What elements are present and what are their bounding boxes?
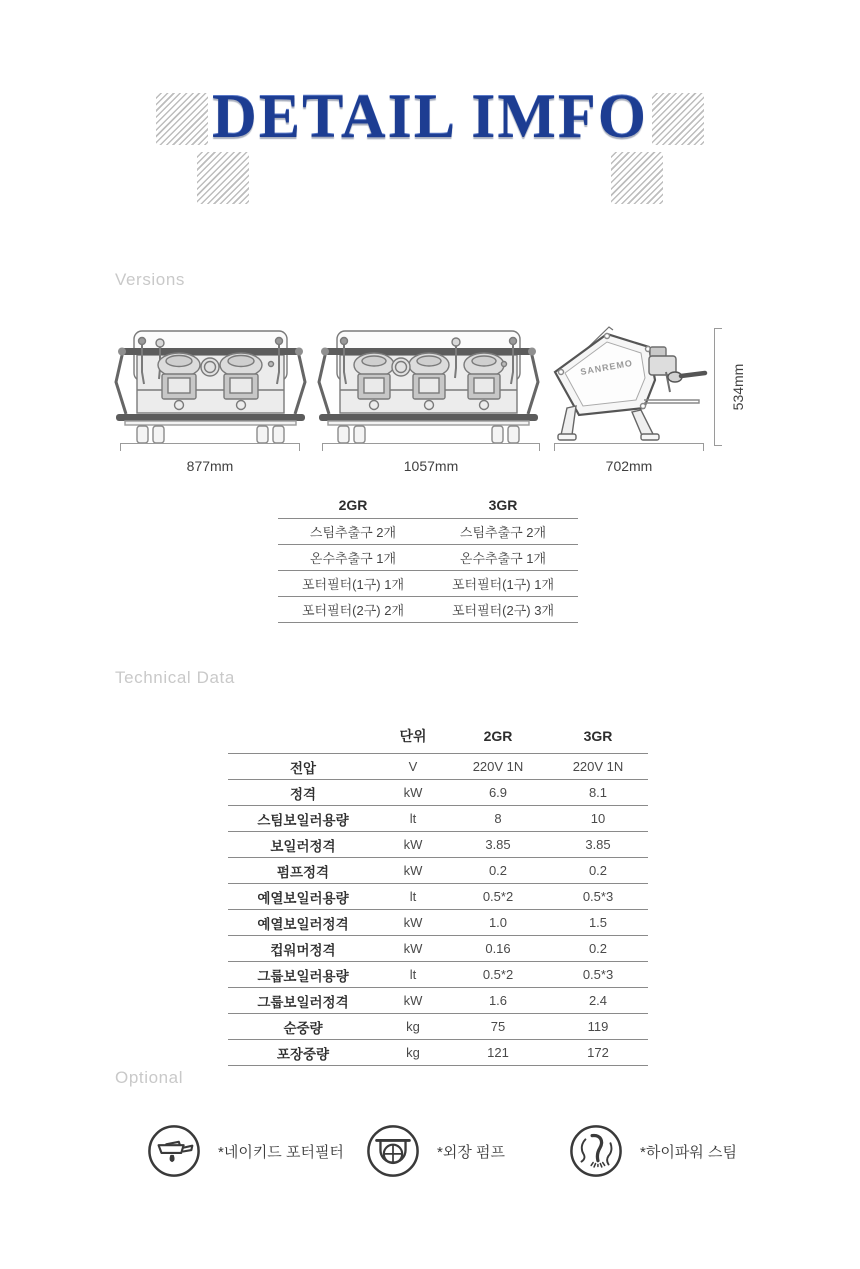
table-cell: 1.5 [548, 910, 648, 936]
table-cell: 스팀추출구 2개 [278, 519, 428, 545]
optional-item-label: *하이파워 스팀 [640, 1143, 737, 1161]
table-cell: 그룹보일러정격 [228, 988, 378, 1014]
table-row [278, 519, 578, 545]
table-header-cell: 2GR [278, 494, 428, 519]
table-header-cell: 3GR [548, 722, 648, 754]
table-row [228, 936, 648, 962]
table-cell: 220V 1N [548, 754, 648, 780]
table-row [278, 597, 578, 623]
optional-item-high-power-steam [569, 1124, 737, 1178]
technical-table-header-row [228, 722, 648, 754]
optional-item-label: *네이키드 포터필터 [218, 1143, 344, 1161]
side-view-brand: SANREMO [579, 357, 634, 377]
table-cell: 포터필터(2구) 3개 [428, 597, 578, 623]
table-cell: 0.5*2 [448, 884, 548, 910]
table-row [228, 988, 648, 1014]
table-cell: 0.5*2 [448, 962, 548, 988]
optional-item-naked-portafilter [147, 1124, 344, 1178]
table-cell: 포장중량 [228, 1040, 378, 1066]
table-cell: 0.2 [448, 858, 548, 884]
table-cell: 스팀추출구 2개 [428, 519, 578, 545]
table-cell: kg [378, 1040, 448, 1066]
table-cell: 0.5*3 [548, 962, 648, 988]
table-cell: 220V 1N [448, 754, 548, 780]
table-cell: 포터필터(1구) 1개 [278, 571, 428, 597]
width-dimension-2gr: 877mm [186, 458, 234, 474]
width-bracket-side [554, 443, 704, 451]
table-cell: 0.16 [448, 936, 548, 962]
optional-section-label: Optional [115, 1068, 184, 1087]
table-header-cell [228, 722, 378, 754]
table-cell: 0.2 [548, 936, 648, 962]
height-dimension-side: 534mm [730, 363, 746, 411]
table-row [228, 832, 648, 858]
table-cell: lt [378, 806, 448, 832]
technical-data-section-label: Technical Data [115, 668, 235, 687]
table-cell: 온수추출구 1개 [278, 545, 428, 571]
external-pump-icon [366, 1124, 420, 1178]
table-cell: 보일러정격 [228, 832, 378, 858]
table-cell: kW [378, 858, 448, 884]
table-cell: 순중량 [228, 1014, 378, 1040]
table-cell: 그룹보일러용량 [228, 962, 378, 988]
table-header-cell: 단위 [378, 722, 448, 754]
table-cell: 스팀보일러용량 [228, 806, 378, 832]
versions-table-header-row [278, 494, 578, 519]
table-cell: 119 [548, 1014, 648, 1040]
table-header-cell: 2GR [448, 722, 548, 754]
table-cell: 포터필터(2구) 2개 [278, 597, 428, 623]
width-bracket-3gr [322, 443, 540, 451]
height-bracket-side [714, 328, 722, 446]
table-row [278, 545, 578, 571]
table-cell: 75 [448, 1014, 548, 1040]
table-cell: 10 [548, 806, 648, 832]
table-row [228, 962, 648, 988]
table-header-cell: 3GR [428, 494, 578, 519]
table-cell: kg [378, 1014, 448, 1040]
optional-item-external-pump [366, 1124, 505, 1178]
width-dimension-side: 702mm [605, 458, 653, 474]
table-cell: 예열보일러용량 [228, 884, 378, 910]
machine-side-view-drawing [549, 320, 714, 448]
table-cell: 1.0 [448, 910, 548, 936]
table-cell: 121 [448, 1040, 548, 1066]
table-cell: kW [378, 936, 448, 962]
table-cell: 컵워머정격 [228, 936, 378, 962]
hatch-square-decoration [611, 152, 663, 204]
table-row [228, 780, 648, 806]
table-row [228, 858, 648, 884]
width-dimension-3gr: 1057mm [403, 458, 459, 474]
table-cell: 2.4 [548, 988, 648, 1014]
table-row [278, 571, 578, 597]
naked-portafilter-icon [147, 1124, 201, 1178]
hatch-square-decoration [197, 152, 249, 204]
table-row [228, 910, 648, 936]
versions-table [278, 494, 578, 623]
table-row [228, 1014, 648, 1040]
machine-front-2gr-drawing [113, 324, 308, 446]
table-cell: 펌프정격 [228, 858, 378, 884]
high-power-steam-icon [569, 1124, 623, 1178]
width-bracket-2gr [120, 443, 300, 451]
table-cell: 1.6 [448, 988, 548, 1014]
machine-front-3gr-drawing [316, 324, 541, 446]
table-cell: V [378, 754, 448, 780]
table-cell: 온수추출구 1개 [428, 545, 578, 571]
table-cell: 전압 [228, 754, 378, 780]
table-cell: 예열보일러정격 [228, 910, 378, 936]
table-row [228, 754, 648, 780]
table-cell: lt [378, 884, 448, 910]
table-row [228, 1040, 648, 1066]
table-cell: kW [378, 910, 448, 936]
table-cell: 정격 [228, 780, 378, 806]
table-row [228, 806, 648, 832]
table-cell: 8 [448, 806, 548, 832]
table-cell: 172 [548, 1040, 648, 1066]
table-row [228, 884, 648, 910]
versions-section-label: Versions [115, 270, 186, 289]
table-cell: kW [378, 832, 448, 858]
table-cell: 6.9 [448, 780, 548, 806]
table-cell: lt [378, 962, 448, 988]
table-cell: kW [378, 988, 448, 1014]
table-cell: 0.2 [548, 858, 648, 884]
table-cell: 0.5*3 [548, 884, 648, 910]
optional-item-label: *외장 펌프 [437, 1143, 505, 1161]
page-title: DETAIL IMFO [212, 83, 648, 151]
table-cell: 포터필터(1구) 1개 [428, 571, 578, 597]
table-cell: 8.1 [548, 780, 648, 806]
table-cell: kW [378, 780, 448, 806]
technical-data-table [228, 722, 648, 1066]
table-cell: 3.85 [448, 832, 548, 858]
table-cell: 3.85 [548, 832, 648, 858]
